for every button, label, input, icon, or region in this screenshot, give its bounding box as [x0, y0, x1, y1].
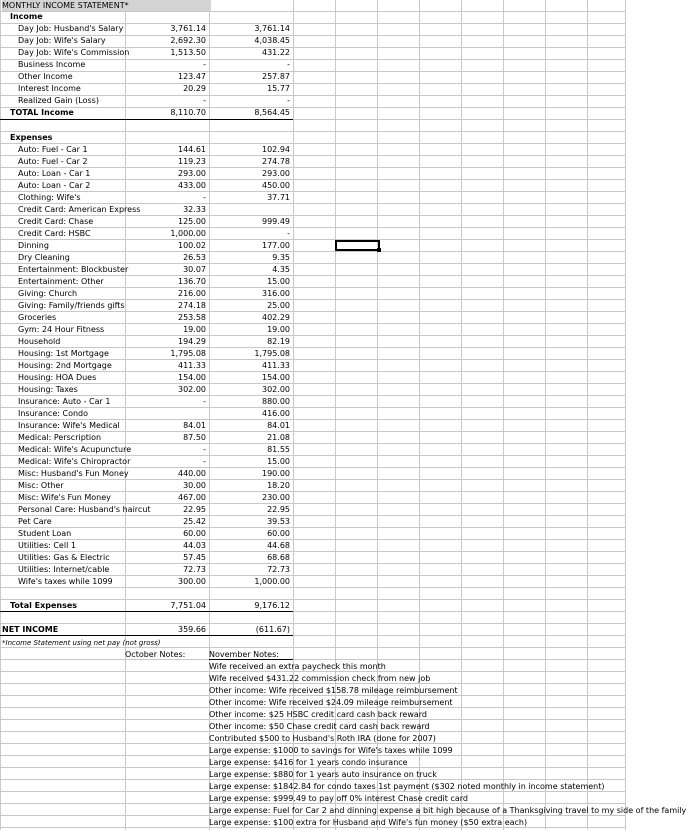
row-oct-cell[interactable]: 123.47: [178, 72, 206, 81]
row-oct-cell[interactable]: 293.00: [178, 169, 206, 178]
note-line[interactable]: Other income: $50 Chase credit card cash back reward: [209, 722, 430, 731]
row-nov-cell[interactable]: 15.00: [267, 277, 290, 286]
row-oct-cell[interactable]: 19.00: [183, 325, 206, 334]
row-label-cell[interactable]: Housing: HOA Dues: [18, 373, 97, 382]
note-line[interactable]: Large expense: $880 for 1 years auto insurance on truck: [209, 770, 437, 779]
row-oct-cell[interactable]: 144.61: [178, 145, 206, 154]
row-label-cell[interactable]: Pet Care: [18, 517, 52, 526]
row-label-cell[interactable]: Clothing: Wife's: [18, 193, 81, 202]
row-oct-cell[interactable]: -: [203, 445, 206, 454]
row-label-cell[interactable]: Gym: 24 Hour Fitness: [18, 325, 105, 334]
row-nov-cell[interactable]: 19.00: [267, 325, 290, 334]
total-underline: [0, 119, 293, 120]
row-label-cell[interactable]: Entertainment: Blockbuster: [18, 265, 129, 274]
row-nov-cell[interactable]: 84.01: [267, 421, 290, 430]
row-label-cell[interactable]: Medical: Wife's Acupuncture: [18, 445, 132, 454]
row-label-cell[interactable]: Insurance: Condo: [18, 409, 89, 418]
row-nov-cell[interactable]: 82.19: [267, 337, 290, 346]
row-label-cell[interactable]: Insurance: Auto - Car 1: [18, 397, 111, 406]
row-nov-cell[interactable]: 81.55: [267, 445, 290, 454]
row-nov-cell[interactable]: 274.78: [262, 157, 290, 166]
row-oct-cell[interactable]: 1,000.00: [170, 229, 206, 238]
row-nov-cell[interactable]: 431.22: [262, 48, 290, 57]
row-nov-cell[interactable]: 190.00: [262, 469, 290, 478]
total-expenses-nov: 9,176.12: [254, 601, 290, 610]
row-nov-cell[interactable]: 4.35: [272, 265, 290, 274]
total-income-label: TOTAL Income: [10, 108, 74, 117]
row-label-cell[interactable]: Credit Card: HSBC: [18, 229, 91, 238]
grid-column-line: [545, 0, 546, 830]
total-underline: [0, 635, 293, 636]
note-line[interactable]: Large expense: Fuel for Car 2 and dinning expense a bit high because of a Thanksgiving travel to my side of the family: [209, 806, 686, 815]
row-nov-cell[interactable]: 230.00: [262, 493, 290, 502]
row-nov-cell[interactable]: 15.00: [267, 457, 290, 466]
note-line[interactable]: Large expense: $416 for 1 years condo insurance: [209, 758, 408, 767]
grid-column-line: [503, 0, 504, 830]
row-oct-cell[interactable]: 125.00: [178, 217, 206, 226]
row-oct-cell[interactable]: 60.00: [183, 529, 206, 538]
row-oct-cell[interactable]: 411.33: [178, 361, 206, 370]
row-label-cell[interactable]: Credit Card: Chase: [18, 217, 94, 226]
row-label-cell[interactable]: Giving: Family/friends gifts: [18, 301, 125, 310]
row-label-cell[interactable]: Day Job: Wife's Commission: [18, 48, 130, 57]
row-nov-cell[interactable]: 37.71: [267, 193, 290, 202]
note-line[interactable]: Large expense: $100 extra for Husband and Wife's fun money ($50 extra each): [209, 818, 528, 827]
grid-column-line: [0, 0, 1, 830]
grid-row-line: [0, 107, 626, 108]
row-nov-cell[interactable]: 60.00: [267, 529, 290, 538]
row-oct-cell[interactable]: 30.00: [183, 481, 206, 490]
row-label-cell[interactable]: Misc: Other: [18, 481, 64, 490]
row-oct-cell[interactable]: -: [203, 96, 206, 105]
total-income-nov: 8,564.45: [254, 108, 290, 117]
row-oct-cell[interactable]: 253.58: [178, 313, 206, 322]
row-oct-cell[interactable]: 25.42: [183, 517, 206, 526]
row-oct-cell[interactable]: 1,513.50: [170, 48, 206, 57]
sheet-title: MONTHLY INCOME STATEMENT*: [2, 0, 211, 11]
net-income-oct: 359.66: [178, 625, 206, 634]
row-label-cell[interactable]: Business Income: [18, 60, 86, 69]
row-nov-cell[interactable]: 3,761.14: [254, 24, 290, 33]
row-oct-cell[interactable]: 32.33: [183, 205, 206, 214]
row-nov-cell[interactable]: 880.00: [262, 397, 290, 406]
row-nov-cell[interactable]: 316.00: [262, 289, 290, 298]
row-oct-cell[interactable]: -: [203, 193, 206, 202]
row-oct-cell[interactable]: 2,692.30: [170, 36, 206, 45]
row-label-cell[interactable]: Personal Care: Husband's haircut: [18, 505, 151, 514]
income-header: Income: [10, 12, 43, 21]
row-oct-cell[interactable]: 467.00: [178, 493, 206, 502]
row-label-cell[interactable]: Utilities: Internet/cable: [18, 565, 110, 574]
row-label-cell[interactable]: Auto: Fuel - Car 1: [18, 145, 88, 154]
note-line[interactable]: Other income: $25 HSBC credit card cash back reward: [209, 710, 428, 719]
row-label-cell[interactable]: Auto: Loan - Car 1: [18, 169, 91, 178]
row-oct-cell[interactable]: -: [203, 60, 206, 69]
row-oct-cell[interactable]: 136.70: [178, 277, 206, 286]
note-line[interactable]: Large expense: $999.49 to pay off 0% interest Chase credit card: [209, 794, 468, 803]
footnote: *Income Statement using net pay (not gross): [2, 639, 161, 647]
row-label-cell[interactable]: Housing: 2nd Mortgage: [18, 361, 112, 370]
note-line[interactable]: Wife received $431.22 commission check from new job: [209, 674, 431, 683]
row-oct-cell[interactable]: 440.00: [178, 469, 206, 478]
row-oct-cell[interactable]: 100.02: [178, 241, 206, 250]
note-line[interactable]: Contributed $500 to Husband's Roth IRA (done for 2007): [209, 734, 436, 743]
row-label-cell[interactable]: Wife's taxes while 1099: [18, 577, 113, 586]
row-nov-cell[interactable]: [210, 204, 290, 216]
fill-handle[interactable]: [377, 248, 381, 252]
row-label-cell[interactable]: Housing: 1st Mortgage: [18, 349, 109, 358]
row-oct-cell[interactable]: 20.29: [183, 84, 206, 93]
row-oct-cell[interactable]: 216.00: [178, 289, 206, 298]
row-nov-cell[interactable]: 154.00: [262, 373, 290, 382]
row-label-cell[interactable]: Other Income: [18, 72, 73, 81]
row-label-cell[interactable]: Realized Gain (Loss): [18, 96, 99, 105]
note-line[interactable]: Other income: Wife received $158.78 mileage reimbursement: [209, 686, 458, 695]
row-label-cell[interactable]: Misc: Husband's Fun Money: [18, 469, 129, 478]
row-label-cell[interactable]: Day Job: Husband's Salary: [18, 24, 124, 33]
row-label-cell[interactable]: Housing: Taxes: [18, 385, 78, 394]
row-nov-cell[interactable]: 257.87: [262, 72, 290, 81]
row-label-cell[interactable]: Groceries: [18, 313, 57, 322]
row-nov-cell[interactable]: -: [287, 229, 290, 238]
total-expenses-oct: 7,751.04: [170, 601, 206, 610]
row-oct-cell[interactable]: 26.53: [183, 253, 206, 262]
row-oct-cell[interactable]: 154.00: [178, 373, 206, 382]
note-line[interactable]: Large expense: $1842.84 for condo taxes 1st payment ($302 noted monthly in income statement): [209, 782, 605, 791]
october-notes-label: October Notes:: [125, 650, 186, 659]
row-oct-cell[interactable]: 22.95: [183, 505, 206, 514]
row-nov-cell[interactable]: 1,000.00: [254, 577, 290, 586]
row-oct-cell[interactable]: 87.50: [183, 433, 206, 442]
total-income-oct: 8,110.70: [170, 108, 206, 117]
row-label-cell[interactable]: Medical: Perscription: [18, 433, 102, 442]
row-label-cell[interactable]: Household: [18, 337, 61, 346]
grid-row-line: [0, 623, 626, 624]
note-line[interactable]: Wife received an extra paycheck this month: [209, 662, 386, 671]
row-oct-cell[interactable]: -: [203, 457, 206, 466]
row-nov-cell[interactable]: -: [287, 96, 290, 105]
row-nov-cell[interactable]: 9.35: [272, 253, 290, 262]
row-label-cell[interactable]: Interest Income: [18, 84, 81, 93]
row-nov-cell[interactable]: 18.20: [267, 481, 290, 490]
row-nov-cell[interactable]: 72.73: [267, 565, 290, 574]
expenses-header: Expenses: [10, 133, 53, 142]
row-label-cell[interactable]: Giving: Church: [18, 289, 78, 298]
net-income-nov: (611.67): [255, 625, 290, 634]
row-nov-cell[interactable]: 293.00: [262, 169, 290, 178]
total-underline: [0, 611, 293, 612]
row-nov-cell[interactable]: 44.68: [267, 541, 290, 550]
row-nov-cell[interactable]: 177.00: [262, 241, 290, 250]
row-oct-cell[interactable]: 72.73: [183, 565, 206, 574]
row-nov-cell[interactable]: 68.68: [267, 553, 290, 562]
row-oct-cell[interactable]: 44.03: [183, 541, 206, 550]
total-underline: [209, 659, 293, 660]
row-label-cell[interactable]: Student Loan: [18, 529, 72, 538]
row-oct-cell[interactable]: 3,761.14: [170, 24, 206, 33]
row-oct-cell[interactable]: 433.00: [178, 181, 206, 190]
november-notes-label: November Notes:: [209, 650, 279, 659]
row-nov-cell[interactable]: 302.00: [262, 385, 290, 394]
grid-row-line: [0, 131, 626, 132]
grid-row-line: [0, 11, 626, 12]
grid-row-line: [0, 599, 626, 600]
row-label-cell[interactable]: Day Job: Wife's Salary: [18, 36, 106, 45]
row-nov-cell[interactable]: 39.53: [267, 517, 290, 526]
row-oct-cell[interactable]: 194.29: [178, 337, 206, 346]
note-line[interactable]: Other income: Wife received $24.09 mileage reimbursement: [209, 698, 453, 707]
row-nov-cell[interactable]: 999.49: [262, 217, 290, 226]
row-oct-cell[interactable]: 302.00: [178, 385, 206, 394]
row-label-cell[interactable]: Auto: Loan - Car 2: [18, 181, 91, 190]
row-label-cell[interactable]: Credit Card: American Express: [18, 205, 141, 214]
row-nov-cell[interactable]: 416.00: [262, 409, 290, 418]
row-oct-cell[interactable]: 119.23: [178, 157, 206, 166]
row-label-cell[interactable]: Insurance: Wife's Medical: [18, 421, 120, 430]
grid-column-line: [587, 0, 588, 830]
row-label-cell[interactable]: Misc: Wife's Fun Money: [18, 493, 111, 502]
net-income-label: NET INCOME: [2, 625, 59, 634]
row-label-cell[interactable]: Auto: Fuel - Car 2: [18, 157, 88, 166]
row-oct-cell[interactable]: 84.01: [183, 421, 206, 430]
row-nov-cell[interactable]: 15.77: [267, 84, 290, 93]
row-nov-cell[interactable]: -: [287, 60, 290, 69]
row-label-cell[interactable]: Utilities: Cell 1: [18, 541, 76, 550]
row-oct-cell[interactable]: 30.07: [183, 265, 206, 274]
row-oct-cell[interactable]: 57.45: [183, 553, 206, 562]
row-label-cell[interactable]: Utilities: Gas & Electric: [18, 553, 110, 562]
note-line[interactable]: Large expense: $1000 to savings for Wife's taxes while 1099: [209, 746, 453, 755]
row-nov-cell[interactable]: 102.94: [262, 145, 290, 154]
row-label-cell[interactable]: Dinning: [18, 241, 49, 250]
selected-cell[interactable]: [335, 240, 380, 251]
row-nov-cell[interactable]: 402.29: [262, 313, 290, 322]
row-oct-cell[interactable]: 300.00: [178, 577, 206, 586]
grid-column-line: [461, 0, 462, 830]
row-oct-cell[interactable]: -: [203, 397, 206, 406]
row-label-cell[interactable]: Entertainment: Other: [18, 277, 104, 286]
row-nov-cell[interactable]: 411.33: [262, 361, 290, 370]
grid-column-line: [625, 0, 626, 830]
row-nov-cell[interactable]: 21.08: [267, 433, 290, 442]
row-oct-cell[interactable]: 274.18: [178, 301, 206, 310]
row-nov-cell[interactable]: 1,795.08: [254, 349, 290, 358]
row-label-cell[interactable]: Medical: Wife's Chiropractor: [18, 457, 131, 466]
row-nov-cell[interactable]: 25.00: [267, 301, 290, 310]
row-label-cell[interactable]: Dry Cleaning: [18, 253, 70, 262]
row-nov-cell[interactable]: 450.00: [262, 181, 290, 190]
row-oct-cell[interactable]: [126, 408, 206, 420]
total-expenses-label: Total Expenses: [10, 601, 78, 610]
row-nov-cell[interactable]: 4,038.45: [254, 36, 290, 45]
row-nov-cell[interactable]: 22.95: [267, 505, 290, 514]
grid-row-line: [0, 659, 626, 660]
row-oct-cell[interactable]: 1,795.08: [170, 349, 206, 358]
